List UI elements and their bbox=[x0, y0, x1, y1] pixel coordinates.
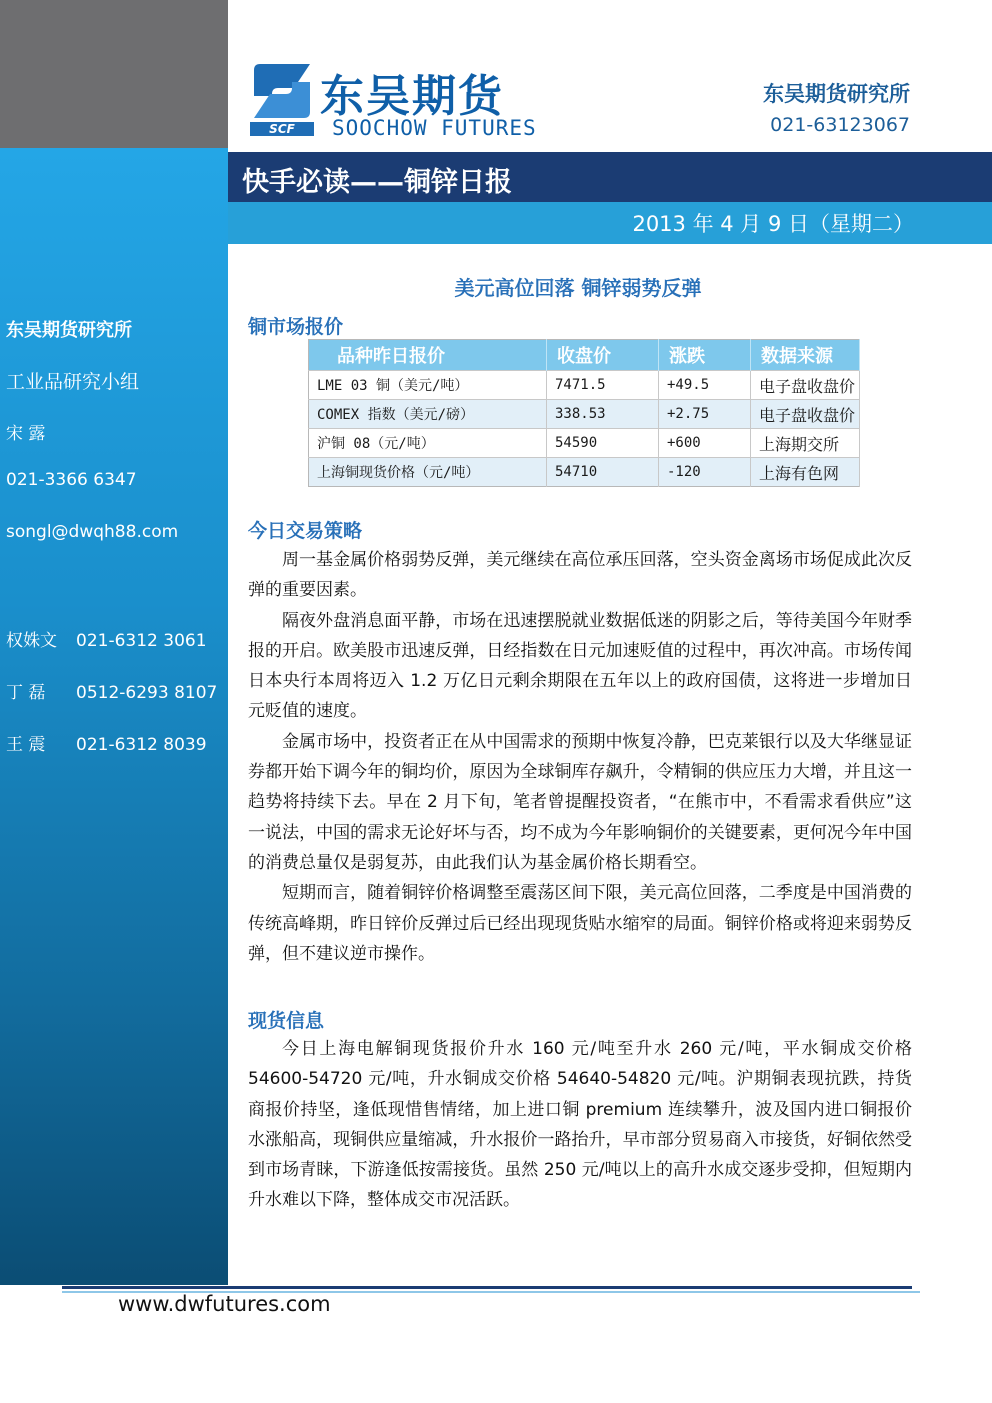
cell-close: 54590 bbox=[547, 429, 659, 458]
contact-name: 权姝文 bbox=[6, 631, 57, 651]
column-header: 收盘价 bbox=[547, 340, 659, 371]
cell-source: 上海期交所 bbox=[751, 429, 860, 458]
cell-close: 338.53 bbox=[547, 400, 659, 429]
cell-change: +49.5 bbox=[659, 371, 751, 400]
column-header: 涨跌 bbox=[659, 340, 751, 371]
institute-phone: 021-63123067 bbox=[770, 114, 910, 136]
footer-rule bbox=[62, 1286, 912, 1289]
footer-website-link[interactable]: www.dwfutures.com bbox=[118, 1292, 331, 1316]
institute-name: 东吴期货研究所 bbox=[763, 82, 910, 106]
column-header: 数据来源 bbox=[751, 340, 860, 371]
date-band bbox=[228, 202, 992, 244]
paragraph: 金属市场中，投资者正在从中国需求的预期中恢复冷静，巴克莱银行以及大华继显证券都开始下调今年的铜均价，原因为全球铜库存飙升，令精铜的供应压力大增，并且这一趋势将持续下去。早在 2 月下旬，笔者曾提醒投资者，“在熊市中，不看需求看供应”这一说法，中国的需求无论好坏与否，均不成为今年影响铜价的关键要素，更何况今年中国的消费总量仅是弱复苏，由此我们认为基金属价格长期看空。 bbox=[248, 731, 912, 873]
table-row bbox=[309, 371, 860, 400]
cell-name: 沪铜 08（元/吨） bbox=[309, 429, 547, 458]
sidebar bbox=[0, 148, 228, 1285]
section-title-market: 铜市场报价 bbox=[248, 316, 344, 338]
sidebar-contact bbox=[6, 730, 207, 755]
headline: 美元高位回落 铜锌弱势反弹 bbox=[454, 276, 702, 300]
section-title-spot: 现货信息 bbox=[248, 1010, 325, 1032]
report-date: 2013 年 4 月 9 日（星期二） bbox=[632, 212, 914, 236]
copper-price-table bbox=[308, 339, 860, 487]
sidebar-author-email[interactable]: songl@dwqh88.com bbox=[6, 522, 179, 542]
spot-body bbox=[248, 1034, 912, 1216]
cell-source: 电子盘收盘价 bbox=[751, 371, 860, 400]
contact-phone: 0512-6293 8107 bbox=[76, 683, 218, 703]
cell-name: 上海铜现货价格（元/吨） bbox=[309, 458, 547, 487]
cell-change: +600 bbox=[659, 429, 751, 458]
contact-name: 丁 磊 bbox=[6, 683, 46, 703]
paragraph: 短期而言，随着铜锌价格调整至震荡区间下限，美元高位回落，二季度是中国消费的传统高峰期，昨日锌价反弹过后已经出现现货贴水缩窄的局面。铜锌价格或将迎来弱势反弹，但不建议逆市操作。 bbox=[248, 883, 912, 964]
report-title: 快手必读——铜锌日报 bbox=[242, 167, 512, 198]
cell-name: COMEX 指数（美元/磅） bbox=[309, 400, 547, 429]
table-header-row bbox=[309, 340, 860, 371]
table-row bbox=[309, 429, 860, 458]
contact-phone: 021-6312 8039 bbox=[76, 735, 207, 755]
cell-close: 54710 bbox=[547, 458, 659, 487]
cell-name: LME 03 铜（美元/吨） bbox=[309, 371, 547, 400]
logo-chinese-name: 东吴期货 bbox=[320, 71, 504, 122]
cell-change: -120 bbox=[659, 458, 751, 487]
cell-source: 电子盘收盘价 bbox=[751, 400, 860, 429]
strategy-body bbox=[248, 545, 912, 969]
paragraph: 周一基金属价格弱势反弹，美元继续在高位承压回落，空头资金离场市场促成此次反弹的重要因素。 bbox=[248, 550, 912, 601]
table-row bbox=[309, 458, 860, 487]
sidebar-group: 工业品研究小组 bbox=[6, 371, 140, 393]
company-logo bbox=[248, 60, 588, 140]
contact-name: 王 震 bbox=[6, 735, 46, 755]
scf-logo-icon bbox=[248, 62, 316, 138]
cell-close: 7471.5 bbox=[547, 371, 659, 400]
column-header: 品种昨日报价 bbox=[309, 340, 547, 371]
cell-change: +2.75 bbox=[659, 400, 751, 429]
contact-phone: 021-6312 3061 bbox=[76, 631, 207, 651]
paragraph: 今日上海电解铜现货报价升水 160 元/吨至升水 260 元/吨，平水铜成交价格 54600-54720 元/吨，升水铜成交价格 54640-54820 元/吨。沪期铜表现抗跌，持货商报价持坚，逢低现惜售情绪，加上进口铜 premium 连续攀升，波及国内进口铜报价水涨船高，现铜供应量缩减，升水报价一路抬升，早市部分贸易商入市接货，好铜依然受到市场青睐，下游逢低按需接货。虽然 250 元/吨以上的高升水成交逐步受抑，但短期内升水难以下降，整体成交市况活跃。 bbox=[248, 1039, 912, 1211]
svg-text:SCF: SCF bbox=[269, 122, 295, 136]
sidebar-author: 宋 露 bbox=[6, 424, 46, 444]
sidebar-institute: 东吴期货研究所 bbox=[6, 320, 132, 341]
sidebar-top-block bbox=[0, 0, 228, 148]
sidebar-contact bbox=[6, 626, 207, 651]
cell-source: 上海有色网 bbox=[751, 458, 860, 487]
section-title-strategy: 今日交易策略 bbox=[248, 520, 363, 542]
sidebar-contact bbox=[6, 678, 217, 703]
logo-english-name: SOOCHOW FUTURES bbox=[332, 116, 537, 140]
paragraph: 隔夜外盘消息面平静，市场在迅速摆脱就业数据低迷的阴影之后，等待美国今年财季报的开启。欧美股市迅速反弹，日经指数在日元加速贬值的过程中，再次冲高。市场传闻日本央行本周将迈入 1.2 万亿日元剩余期限在五年以上的政府国债，这将进一步增加日元贬值的速度。 bbox=[248, 610, 912, 722]
table-row bbox=[309, 400, 860, 429]
report-banner bbox=[228, 152, 992, 202]
sidebar-author-phone: 021-3366 6347 bbox=[6, 470, 137, 490]
